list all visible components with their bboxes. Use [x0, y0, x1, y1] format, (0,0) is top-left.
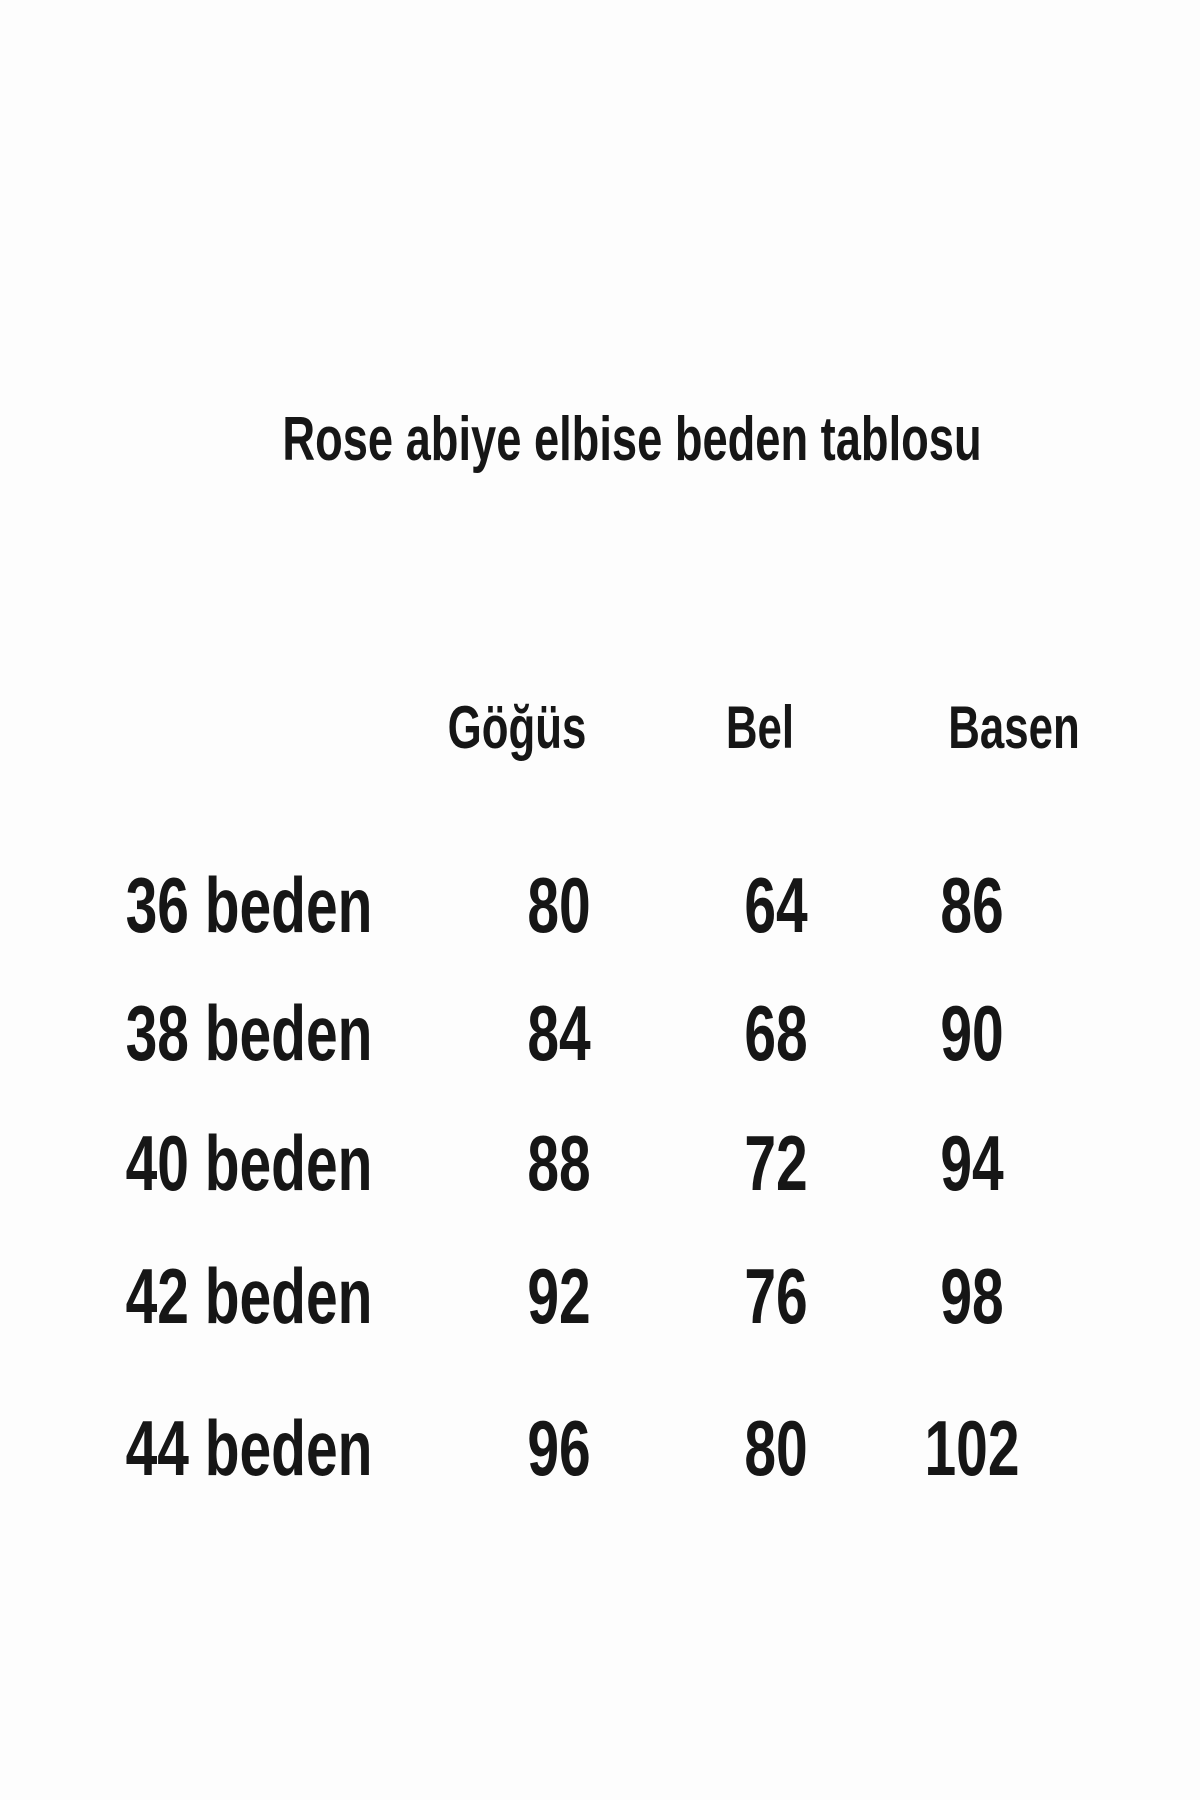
column-header-basen: Basen — [948, 694, 1080, 761]
row-36-bel-value: 64 — [744, 861, 808, 949]
row-42-gogus-value: 92 — [527, 1252, 591, 1340]
row-36-gogus-value: 80 — [527, 861, 591, 949]
page-title: Rose abiye elbise beden tablosu — [282, 405, 982, 474]
row-44-gogus-value: 96 — [527, 1404, 591, 1492]
row-44-bel-value: 80 — [744, 1404, 808, 1492]
row-42-basen-value: 98 — [940, 1252, 1004, 1340]
row-42-size-label: 42 beden — [125, 1252, 373, 1340]
row-36-size-label: 36 beden — [125, 861, 373, 949]
row-40-bel-value: 72 — [744, 1119, 808, 1207]
row-40-basen-value: 94 — [940, 1119, 1004, 1207]
row-44-size-label: 44 beden — [125, 1404, 373, 1492]
row-38-bel-value: 68 — [744, 989, 808, 1077]
row-38-basen-value: 90 — [940, 989, 1004, 1077]
row-38-gogus-value: 84 — [527, 989, 591, 1077]
row-44-basen-value: 102 — [924, 1404, 1020, 1492]
row-40-size-label: 40 beden — [125, 1119, 373, 1207]
row-42-bel-value: 76 — [744, 1252, 808, 1340]
row-36-basen-value: 86 — [940, 861, 1004, 949]
row-38-size-label: 38 beden — [125, 989, 373, 1077]
column-header-bel: Bel — [725, 694, 795, 761]
row-40-gogus-value: 88 — [527, 1119, 591, 1207]
column-header-gogus: Göğüs — [447, 694, 587, 761]
